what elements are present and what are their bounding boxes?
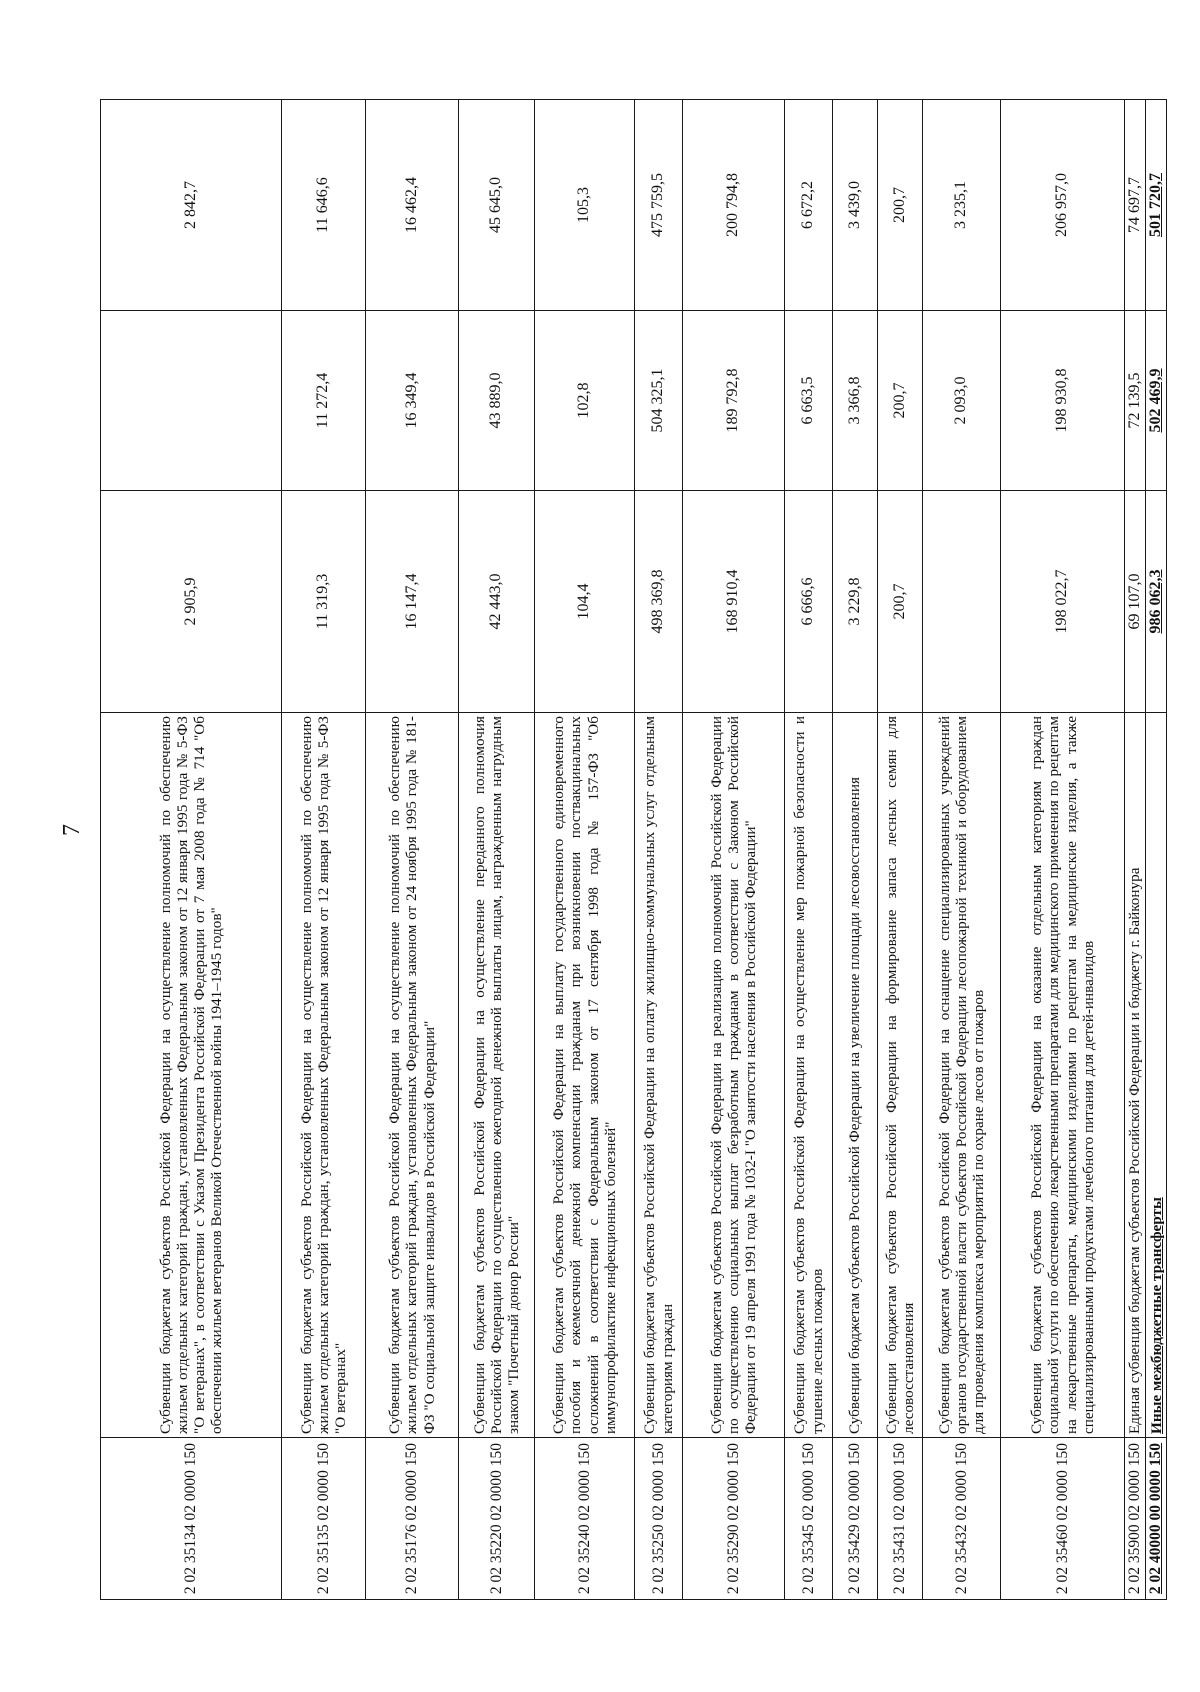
value-cell-2: 72 139,5 <box>1125 311 1146 491</box>
budget-table <box>100 99 1167 1600</box>
value-cell-3: 11 646,6 <box>282 100 366 311</box>
value-cell-2: 43 889,0 <box>459 311 535 491</box>
value-cell-3: 6 672,2 <box>785 100 833 311</box>
table-row <box>1001 100 1125 1600</box>
value-cell-1: 11 319,3 <box>282 491 366 713</box>
table-row <box>535 100 635 1600</box>
table-total-row <box>1146 100 1167 1600</box>
value-cell-1: 498 369,8 <box>635 491 683 713</box>
description-cell: Субвенции бюджетам субъектов Российской Федерации на оснащение специализированных учреждений органов государственной власти субъектов Российской Федерации лесопожарной техникой и оборудованием для проведения комплекса мероприятий по охране лесов от пожаров <box>923 713 1001 1438</box>
table-row <box>683 100 785 1600</box>
budget-code-cell: 2 02 35432 02 0000 150 <box>923 1438 1001 1600</box>
value-cell-2 <box>101 311 282 491</box>
description-cell: Субвенции бюджетам субъектов Российской Федерации на формирование запаса лесных семян для лесовосстановления <box>878 713 923 1438</box>
value-cell-2: 504 325,1 <box>635 311 683 491</box>
description-cell: Единая субвенция бюджетам субъектов Российской Федерации и бюджету г. Байконура <box>1125 713 1146 1438</box>
description-cell: Субвенции бюджетам субъектов Российской Федерации на увеличение площади лесовосстановления <box>833 713 878 1438</box>
value-cell-2: 16 349,4 <box>366 311 459 491</box>
value-cell-3: 3 235,1 <box>923 100 1001 311</box>
table-row <box>101 100 282 1600</box>
value-cell-1: 69 107,0 <box>1125 491 1146 713</box>
value-cell-1: 2 905,9 <box>101 491 282 713</box>
table-row <box>459 100 535 1600</box>
value-cell-3: 105,3 <box>535 100 635 311</box>
value-cell-3: 3 439,0 <box>833 100 878 311</box>
budget-code-cell: 2 02 35290 02 0000 150 <box>683 1438 785 1600</box>
budget-code-cell: 2 02 35429 02 0000 150 <box>833 1438 878 1600</box>
value-cell-1: 6 666,6 <box>785 491 833 713</box>
budget-code-cell: 2 02 35431 02 0000 150 <box>878 1438 923 1600</box>
value-cell-1: 16 147,4 <box>366 491 459 713</box>
value-cell-3: 475 759,5 <box>635 100 683 311</box>
rotated-page-content <box>100 100 1165 1600</box>
description-cell: Субвенции бюджетам субъектов Российской Федерации на осуществление полномочий по обеспечению жильем отдельных категорий граждан, установленных Федеральным законом от 12 января 1995 года № 5-ФЗ "О ветеранах", в соответствии с Указом Президента Российской Федерации от 7 мая 2008 года № 714 "Об обеспечении жильем ветеранов Великой Отечественной войны 1941–1945 годов" <box>101 713 282 1438</box>
value-cell-2: 2 093,0 <box>923 311 1001 491</box>
table-row <box>833 100 878 1600</box>
table-row <box>1125 100 1146 1600</box>
description-cell: Иные межбюджетные трансферты <box>1146 713 1167 1438</box>
description-cell: Субвенции бюджетам субъектов Российской Федерации на выплату государственного единовременного пособия и ежемесячной денежной компенсации гражданам при возникновении поствакцинальных осложнений в соответствии с Федеральным законом от 17 сентября 1998 года № 157-ФЗ "Об иммунопрофилактике инфекционных болезней" <box>535 713 635 1438</box>
value-cell-1: 42 443,0 <box>459 491 535 713</box>
value-cell-2: 11 272,4 <box>282 311 366 491</box>
value-cell-3: 45 645,0 <box>459 100 535 311</box>
description-cell: Субвенции бюджетам субъектов Российской Федерации на оказание отдельным категориям граждан социальной услуги по обеспечению лекарственными препаратами для медицинского применения по рецептам на лекарственные препараты, медицинскими изделиями по рецептам на медицинские изделия, а также специализированными продуктами лечебного питания для детей-инвалидов <box>1001 713 1125 1438</box>
value-cell-1: 200,7 <box>878 491 923 713</box>
budget-code-cell: 2 02 40000 00 0000 150 <box>1146 1438 1167 1600</box>
budget-code-cell: 2 02 35900 02 0000 150 <box>1125 1438 1146 1600</box>
table-row <box>282 100 366 1600</box>
value-cell-3: 2 842,7 <box>101 100 282 311</box>
description-cell: Субвенции бюджетам субъектов Российской Федерации на осуществление полномочий по обеспечению жильем отдельных категорий граждан, установленных Федеральным законом от 12 января 1995 года № 5-ФЗ "О ветеранах" <box>282 713 366 1438</box>
table-row <box>923 100 1001 1600</box>
value-cell-2: 189 792,8 <box>683 311 785 491</box>
budget-table-body <box>101 100 1167 1600</box>
budget-code-cell: 2 02 35460 02 0000 150 <box>1001 1438 1125 1600</box>
table-row <box>635 100 683 1600</box>
table-row <box>785 100 833 1600</box>
budget-code-cell: 2 02 35176 02 0000 150 <box>366 1438 459 1600</box>
budget-code-cell: 2 02 35134 02 0000 150 <box>101 1438 282 1600</box>
budget-code-cell: 2 02 35220 02 0000 150 <box>459 1438 535 1600</box>
value-cell-3: 16 462,4 <box>366 100 459 311</box>
description-cell: Субвенции бюджетам субъектов Российской Федерации на осуществление мер пожарной безопасности и тушение лесных пожаров <box>785 713 833 1438</box>
value-cell-2: 3 366,8 <box>833 311 878 491</box>
description-cell: Субвенции бюджетам субъектов Российской Федерации на реализацию полномочий Российской Федерации по осуществлению социальных выплат безработным гражданам в соответствии с Законом Российской Федерации от 19 апреля 1991 года № 1032-I "О занятости населения в Российской Федерации" <box>683 713 785 1438</box>
value-cell-3: 501 720,7 <box>1146 100 1167 311</box>
value-cell-1: 3 229,8 <box>833 491 878 713</box>
value-cell-3: 74 697,7 <box>1125 100 1146 311</box>
description-cell: Субвенции бюджетам субъектов Российской Федерации на осуществление переданного полномочия Российской Федерации по осуществлению ежегодной денежной выплаты лицам, награжденным нагрудным знаком "Почетный донор России" <box>459 713 535 1438</box>
value-cell-1 <box>923 491 1001 713</box>
value-cell-2: 200,7 <box>878 311 923 491</box>
value-cell-1: 986 062,3 <box>1146 491 1167 713</box>
description-cell: Субвенции бюджетам субъектов Российской Федерации на оплату жилищно-коммунальных услуг отдельным категориям граждан <box>635 713 683 1438</box>
value-cell-2: 198 930,8 <box>1001 311 1125 491</box>
value-cell-3: 206 957,0 <box>1001 100 1125 311</box>
budget-code-cell: 2 02 35135 02 0000 150 <box>282 1438 366 1600</box>
table-row <box>878 100 923 1600</box>
budget-code-cell: 2 02 35345 02 0000 150 <box>785 1438 833 1600</box>
value-cell-2: 502 469,9 <box>1146 311 1167 491</box>
table-row <box>366 100 459 1600</box>
value-cell-2: 6 663,5 <box>785 311 833 491</box>
value-cell-3: 200 794,8 <box>683 100 785 311</box>
budget-code-cell: 2 02 35240 02 0000 150 <box>535 1438 635 1600</box>
value-cell-1: 104,4 <box>535 491 635 713</box>
description-cell: Субвенции бюджетам субъектов Российской Федерации на осуществление полномочий по обеспечению жильем отдельных категорий граждан, установленных Федеральным законом от 24 ноября 1995 года № 181-ФЗ "О социальной защите инвалидов в Российской Федерации" <box>366 713 459 1438</box>
value-cell-2: 102,8 <box>535 311 635 491</box>
value-cell-1: 168 910,4 <box>683 491 785 713</box>
page-number: 7 <box>59 824 85 836</box>
value-cell-3: 200,7 <box>878 100 923 311</box>
budget-code-cell: 2 02 35250 02 0000 150 <box>635 1438 683 1600</box>
value-cell-1: 198 022,7 <box>1001 491 1125 713</box>
